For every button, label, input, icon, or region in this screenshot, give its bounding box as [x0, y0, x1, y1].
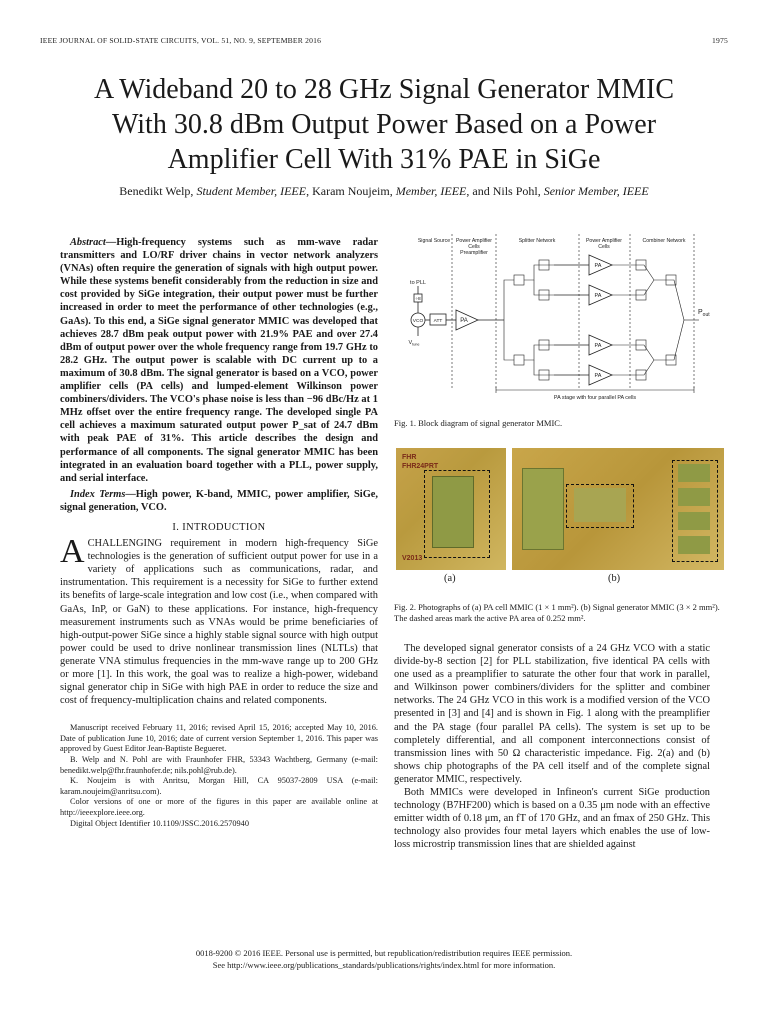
pa-active-area-dashed: [424, 470, 490, 558]
label-signal-source: Signal Source: [417, 238, 451, 244]
title-line-2: With 30.8 dBm Output Power Based on a Power: [111, 109, 657, 140]
pa-cell-2-label: PA: [594, 293, 602, 299]
figure-2b-label: (b): [608, 573, 621, 584]
figure-2a-pa-cell-photo: [396, 448, 506, 570]
index-terms-text: High power, K-band, MMIC, power amplifier, SiGe, signal generation, VCO.: [60, 488, 378, 513]
author-2-role: Member, IEEE: [395, 184, 467, 198]
vco-area: [522, 468, 564, 550]
figure-2a-label: (a): [444, 573, 456, 584]
abstract: [60, 236, 378, 485]
label-pa-stage: PA stage with four parallel PA cells: [553, 395, 637, 401]
copyright-line: 0018-9200 © 2016 IEEE. Personal use is permitted, but republication/redistribution requires IEEE permission.: [195, 948, 573, 958]
author-1-role: Student Member, IEEE: [196, 184, 307, 198]
author-list: [40, 184, 728, 199]
index-terms-dash: —: [125, 488, 136, 500]
label-div8: ÷8: [415, 297, 421, 302]
figure-1-block-diagram: [394, 228, 724, 403]
label-vtune: [408, 340, 419, 347]
index-terms: [60, 488, 378, 514]
footnote-manuscript: Manuscript received February 11, 2016; revised April 15, 2016; accepted May 10, 2016. Date of publication June 10, 2016; date of current version September 1, 2016. This paper was approved by Guest Editor Jean-Baptiste Begueret.: [60, 723, 378, 754]
figure-2b-signal-generator-photo: [512, 448, 724, 570]
label-pa-pre-3: Preamplifier: [460, 250, 488, 256]
label-preamp-pa: PA: [460, 318, 468, 324]
right-column: [394, 642, 710, 852]
splitter-network: [504, 260, 554, 380]
label-splitter: Splitter Network: [518, 238, 556, 244]
preamp-dashed-area: [566, 484, 634, 528]
footnote-doi: Digital Object Identifier 10.1109/JSSC.2016.2570940: [70, 818, 249, 828]
abstract-label: Abstract: [70, 237, 106, 248]
pa-cell-1: [678, 464, 710, 482]
label-pa-pre-1: Power Amplifier: [455, 238, 493, 244]
pout-sub: out: [702, 312, 710, 318]
figure-1-caption: Fig. 1. Block diagram of signal generator MMIC.: [394, 418, 563, 428]
rights-url-line: See http://www.ieee.org/publications_standards/publications/rights/index.html for more information.: [212, 960, 556, 970]
pa-stage: [554, 255, 612, 385]
label-to-pll: to PLL: [410, 280, 426, 286]
drop-cap: A: [60, 533, 85, 571]
author-2: , Karam Noujeim,: [306, 184, 396, 198]
paragraph-system-overview: The developed signal generator consists of a 24 GHz VCO with a static divide-by-8 section [2] for PLL stabilization, five identical PA cells with one used as a preamplifier to saturate the other four that work in parallel, and Wilkinson power combiners/dividers for the splitter and combiner networks. The 24 GHz VCO in this work is a modified version of the VCO presented in [3] and [4] and is shown in Fig. 1 along with the preamplifier and the PA stage (four parallel PA cells). The system is set up to be completely differential, and all component interconnections consist of transmission lines with 50 Ω characteristic impedance. Fig. 2(a) and (b) shows chip photographs of the PA cell itself and of the complete signal generator MMIC, respectively.: [394, 643, 710, 785]
vtune-main: V: [408, 340, 413, 346]
intro-text: requirement in modern high-frequency SiGe technologies is the generation of sufficient output power for use in a variety of applications such as communications, radar, and instrumentation. This requirement is a necessity for SiGe to further extend its benefits of large-scale integration and low cost (i.e., when compared with GaAs, InP, or GaN) to these applications. For instance, high-frequency measurement instruments such as VNAs would be prime beneficiaries of high-output-power SiGe since a highly stable signal source with high output power could be used to drive nonlinear transmission lines (NLTLs) that generate VNA stimulus frequencies in the mm-wave range up to 200 GHz or more [1]. In this work, the goal was to realize a high-power, wideband signal generator chip in SiGe with high PAE in order to reduce the size and cost of frequency-multiplication chains and related components.: [60, 538, 378, 707]
label-pa-pre-2: Cells: [468, 244, 480, 250]
author-3-role: Senior Member, IEEE: [543, 184, 649, 198]
pout-main: P: [698, 309, 703, 316]
pa-cell-3: [678, 512, 710, 530]
paper-title: [40, 72, 728, 177]
pa-cell-1-label: PA: [594, 263, 602, 269]
label-vco: VCO: [412, 319, 424, 324]
label-att: ATT: [433, 319, 443, 324]
left-column: [60, 236, 378, 829]
section-dividers: [452, 234, 694, 388]
pa-cell-2: [678, 488, 710, 506]
intro-first-word: CHALLENGING: [87, 538, 163, 550]
pa-cell-3-label: PA: [594, 343, 602, 349]
chip-text-fhr: FHR: [402, 454, 417, 461]
abstract-text: High-frequency systems such as mm-wave radar transmitters and LO/RF driver chains in vector network analyzers (VNAs) often require the generation of signals with high output power. While these systems benefit considerably from the reduction in size and cost provided by SiGe integration, their output power must be further increased in order to meet the performance of other technologies (e.g., GaAs). To this end, a SiGe signal generator MMIC was developed that achieves 28.7 dBm peak output power with 21.9% PAE and over 27.4 dBm of output power over the whole frequency range from 19.7 GHz to 28.2 GHz. The output power is scalable with DC current up to a maximum of 30.8 dBm. The signal generator is based on a VCO, power amplifier cells (PA cells) and lumped-element Wilkinson power combiners/dividers. The VCO's phase noise is less than −96 dBc/Hz at 1 MHz offset over the entire frequency range. The developed single PA cell achieves a maximum saturated output power P_sat of 24.7 dBm with peak PAE of 31%. This article describes the design and performance of all components. The signal generator MMIC has been integrated in an evaluation board together with a PLL, power supply, and serial interface.: [60, 237, 378, 484]
author-1: Benedikt Welp,: [119, 184, 197, 198]
author-3: , and Nils Pohl,: [466, 184, 544, 198]
label-pout: [698, 309, 710, 318]
footnote-affiliation-2: K. Noujeim is with Anritsu, Morgan Hill, CA 95037-2809 USA (e-mail: karam.noujeim@anritsu.com).: [60, 776, 378, 796]
chip-text-v2013: V2013: [402, 555, 423, 562]
journal-header: IEEE JOURNAL OF SOLID-STATE CIRCUITS, VOL. 51, NO. 9, SEPTEMBER 2016: [40, 36, 322, 45]
pa-cell-4: [678, 536, 710, 554]
pa-cell-4-label: PA: [594, 373, 602, 379]
section-heading-introduction: I. INTRODUCTION: [172, 521, 266, 533]
footnote-affiliation-1: B. Welp and N. Pohl are with Fraunhofer FHR, 53343 Wachtberg, Germany (e-mail: benedikt.welp@fhr.fraunhofer.de; nils.pohl@rub.de).: [60, 755, 378, 775]
index-terms-label: Index Terms: [70, 488, 126, 500]
footnote-color: Color versions of one or more of the figures in this paper are available online at http://ieeexplore.ieee.org.: [60, 797, 378, 818]
combiner-network: [612, 260, 699, 380]
abstract-dash: —: [105, 237, 117, 248]
figure-2-caption: Fig. 2. Photographs of (a) PA cell MMIC (1 × 1 mm²). (b) Signal generator MMIC (3 × 2 mm²). The dashed areas mark the active PA area of 0.252 mm².: [394, 602, 720, 623]
title-line-1: A Wideband 20 to 28 GHz Signal Generator MMIC: [93, 74, 675, 105]
label-pa-cells-2: Cells: [598, 244, 610, 250]
paragraph-technology: Both MMICs were developed in Infineon's current SiGe production technology (B7HF200) which is based on a 0.35 μm node with an effective emitter width of 0.18 μm, an fT of 170 GHz, and an fmax of 250 GHz. This technology also provides four metal layers which enables the use of low-loss microstrip transmission lines that are shielded against: [394, 787, 710, 851]
signal-chain: [411, 286, 504, 336]
label-combiner: Combiner Network: [642, 238, 686, 244]
chip-text-fhr24prt: FHR24PRT: [402, 463, 439, 470]
vtune-sub: tune: [412, 342, 420, 347]
title-line-3: Amplifier Cell With 31% PAE in SiGe: [167, 144, 601, 175]
label-pa-cells-1: Power Amplifier: [585, 238, 623, 244]
page-number: 1975: [712, 36, 728, 45]
pa-stage-bracket: [496, 387, 694, 393]
introduction-paragraph: [60, 533, 378, 707]
